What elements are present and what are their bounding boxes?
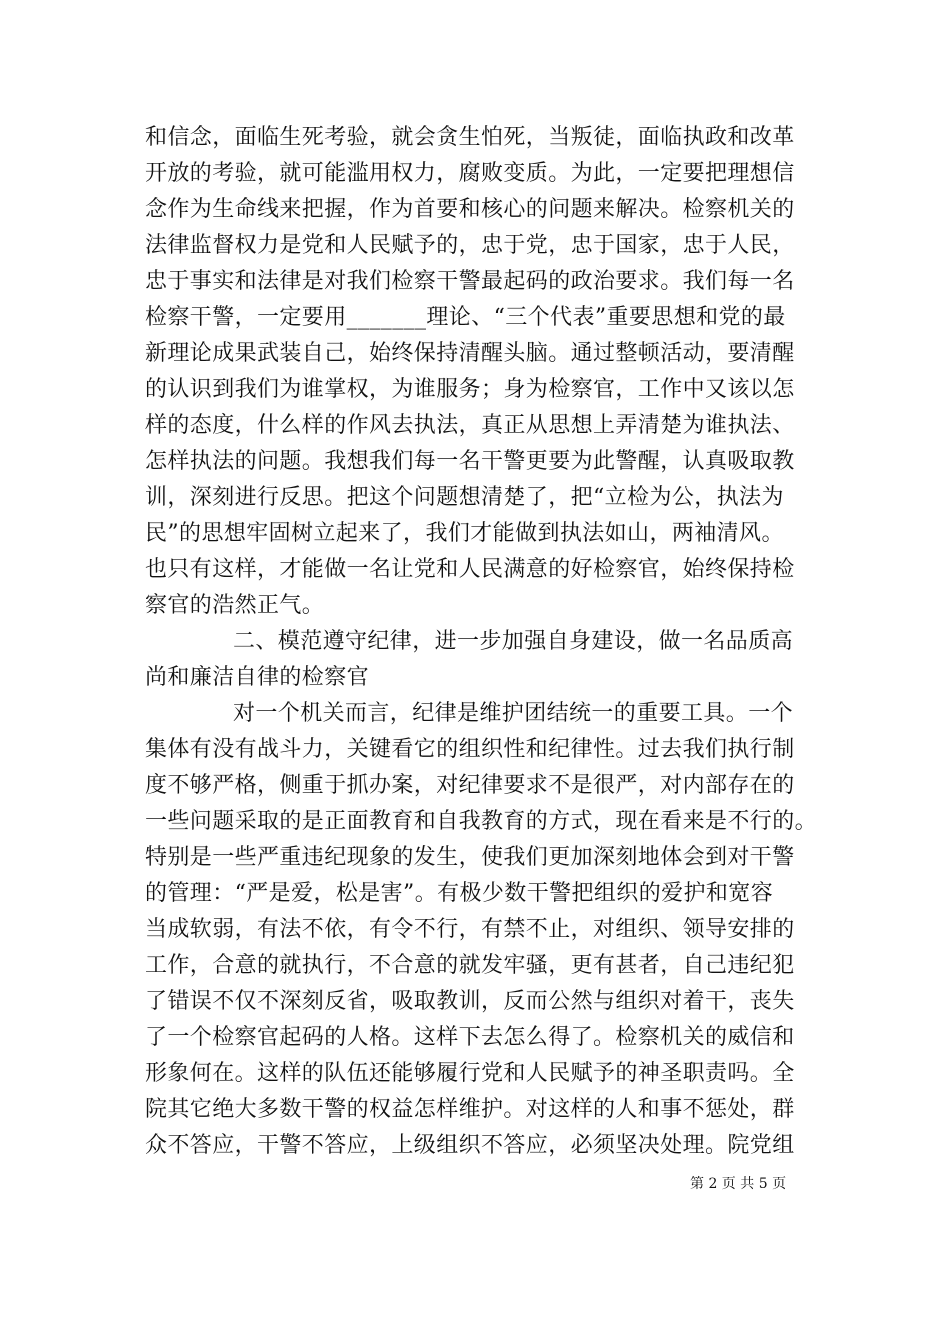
text-line: 法律监督权力是党和人民赋予的，忠于党，忠于国家，忠于人民，: [145, 233, 795, 258]
page-footer: 第 2 页 共 5 页: [690, 1176, 787, 1192]
text-line: 样的态度，什么样的作风去执法，真正从思想上弄清楚为谁执法、: [145, 413, 795, 438]
text-line: 新理论成果武装自己，始终保持清醒头脑。通过整顿活动，要清醒: [145, 341, 795, 366]
text-line: 念作为生命线来把握，作为首要和核心的问题来解决。检察机关的: [145, 197, 795, 222]
text-line: 了一个检察官起码的人格。这样下去怎么得了。检察机关的威信和: [145, 1025, 795, 1050]
text-line: 二、模范遵守纪律，进一步加强自身建设，做一名品质高: [233, 629, 794, 654]
text-line: 的认识到我们为谁掌权，为谁服务；身为检察官，工作中又该以怎: [145, 377, 795, 402]
text-line: 检察干警，一定要用_______理论、“三个代表”重要思想和党的最: [145, 305, 786, 330]
text-line: 众不答应，干警不答应，上级组织不答应，必须坚决处理。院党组: [145, 1133, 795, 1158]
text-line: 一些问题采取的是正面教育和自我教育的方式，现在看来是不行的。: [145, 809, 818, 834]
text-line: 忠于事实和法律是对我们检察干警最起码的政治要求。我们每一名: [145, 269, 795, 294]
text-line: 怎样执法的问题。我想我们每一名干警更要为此警醒，认真吸取教: [145, 449, 795, 474]
body-text: [145, 120, 825, 1164]
text-line: 院其它绝大多数干警的权益怎样维护。对这样的人和事不惩处，群: [145, 1097, 795, 1122]
text-line: 也只有这样，才能做一名让党和人民满意的好检察官，始终保持检: [145, 557, 795, 582]
text-line: 尚和廉洁自律的检察官: [145, 665, 370, 690]
text-line: 集体有没有战斗力，关键看它的组织性和纪律性。过去我们执行制: [145, 737, 795, 762]
text-line: 对一个机关而言，纪律是维护团结统一的重要工具。一个: [233, 701, 794, 726]
text-line: 特别是一些严重违纪现象的发生，使我们更加深刻地体会到对干警: [145, 845, 795, 870]
text-line: 工作，合意的就执行，不合意的就发牢骚，更有甚者，自己违纪犯: [145, 953, 795, 978]
text-line: 了错误不仅不深刻反省，吸取教训，反而公然与组织对着干，丧失: [145, 989, 795, 1014]
text-line: 察官的浩然正气。: [145, 593, 325, 618]
text-line: 和信念，面临生死考验，就会贪生怕死，当叛徒，面临执政和改革: [145, 125, 795, 150]
text-line: 的管理：“严是爱，松是害”。有极少数干警把组织的爱护和宽容: [145, 881, 774, 906]
text-line: 训，深刻进行反思。把这个问题想清楚了，把“立检为公，执法为: [145, 485, 784, 510]
text-line: 当成软弱，有法不依，有令不行，有禁不止，对组织、领导安排的: [145, 917, 795, 942]
text-line: 形象何在。这样的队伍还能够履行党和人民赋予的神圣职责吗。全: [145, 1061, 795, 1086]
text-line: 度不够严格，侧重于抓办案，对纪律要求不是很严，对内部存在的: [145, 773, 795, 798]
text-line: 民”的思想牢固树立起来了，我们才能做到执法如山，两袖清风。: [145, 521, 784, 546]
text-line: 开放的考验，就可能滥用权力，腐败变质。为此，一定要把理想信: [145, 161, 795, 186]
